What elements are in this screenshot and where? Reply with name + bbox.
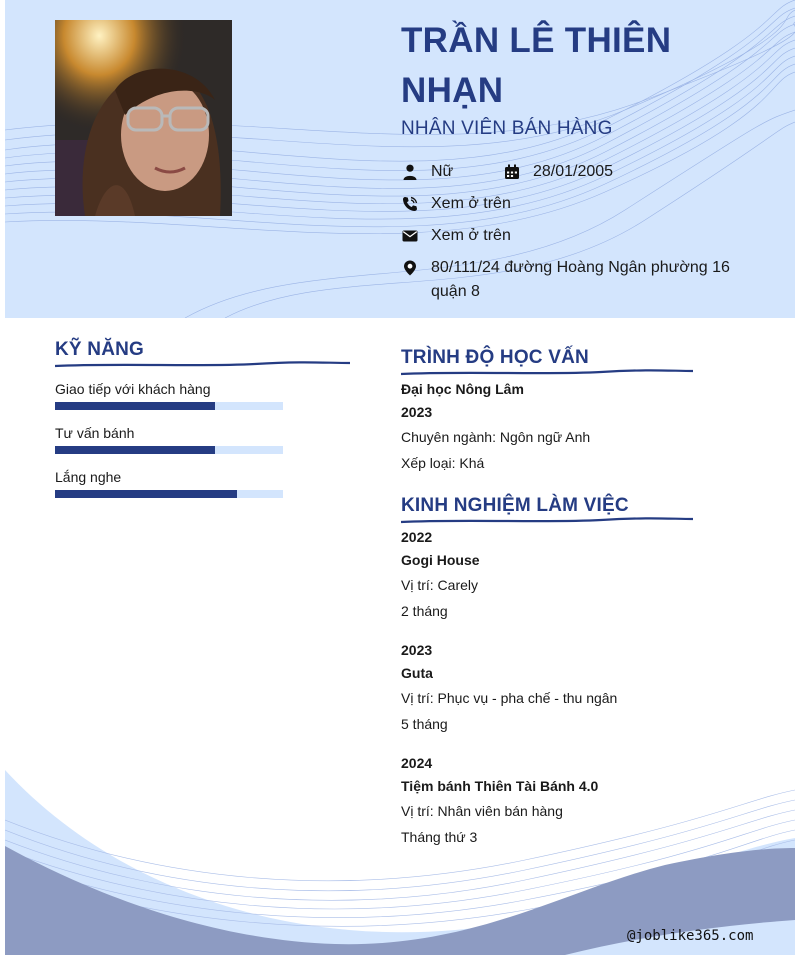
email-row (401, 224, 511, 248)
gender-row (401, 160, 453, 184)
education-title-underline (401, 368, 693, 378)
address-value: 80/111/24 đường Hoàng Ngân phường 16 quận 8 (431, 259, 730, 300)
candidate-name: TRẦN LÊ THIÊN NHẠN (401, 21, 672, 110)
skills-title-underline (55, 360, 350, 370)
phone-row (401, 192, 511, 216)
skill-label: Tư vấn bánh (55, 425, 135, 441)
experience-company: Tiệm bánh Thiên Tài Bánh 4.0 (401, 778, 599, 794)
skill-label: Giao tiếp với khách hàng (55, 381, 211, 397)
experience-company: Gogi House (401, 552, 480, 568)
dob-row (503, 160, 613, 184)
experience-position: Vị trí: Carely (401, 577, 479, 593)
job-title: NHÂN VIÊN BÁN HÀNG (401, 118, 613, 139)
skill-level-bar (55, 446, 283, 454)
skill-level-fill (55, 490, 237, 498)
envelope-icon (401, 224, 419, 248)
experience-company: Guta (401, 665, 433, 681)
gender-value: Nữ (431, 163, 454, 180)
map-pin-icon (401, 256, 419, 280)
skills-title: KỸ NĂNG (55, 339, 145, 360)
experience-duration: 5 tháng (401, 716, 448, 732)
education-school: Đại học Nông Lâm (401, 381, 524, 397)
skill-level-bar (55, 402, 283, 410)
experience-year: 2023 (401, 642, 433, 658)
profile-photo (55, 20, 232, 216)
phone-icon (401, 192, 419, 216)
phone-value: Xem ở trên (431, 195, 511, 212)
address-row (401, 256, 751, 304)
dob-value: 28/01/2005 (533, 163, 614, 180)
header (5, 0, 795, 318)
skill-level-fill (55, 446, 215, 454)
experience-title-underline (401, 516, 693, 526)
brand-watermark: @joblike365.com (627, 928, 754, 944)
footer-waves (5, 760, 795, 955)
experience-position: Vị trí: Nhân viên bán hàng (401, 803, 563, 819)
skill-level-fill (55, 402, 215, 410)
skill-label: Lắng nghe (55, 469, 122, 485)
user-icon (401, 160, 419, 184)
skill-level-bar (55, 490, 283, 498)
experience-year: 2022 (401, 529, 433, 545)
education-grade: Xếp loại: Khá (401, 455, 485, 471)
education-major: Chuyên ngành: Ngôn ngữ Anh (401, 429, 591, 445)
experience-duration: 2 tháng (401, 603, 448, 619)
cv-page (5, 0, 795, 955)
experience-year: 2024 (401, 755, 433, 771)
education-title: TRÌNH ĐỘ HỌC VẤN (401, 347, 589, 368)
calendar-icon (503, 160, 521, 184)
experience-title: KINH NGHIỆM LÀM VIỆC (401, 495, 629, 516)
email-value: Xem ở trên (431, 227, 511, 244)
experience-duration: Tháng thứ 3 (401, 829, 478, 845)
experience-position: Vị trí: Phục vụ - pha chế - thu ngân (401, 690, 618, 706)
education-year: 2023 (401, 404, 433, 420)
